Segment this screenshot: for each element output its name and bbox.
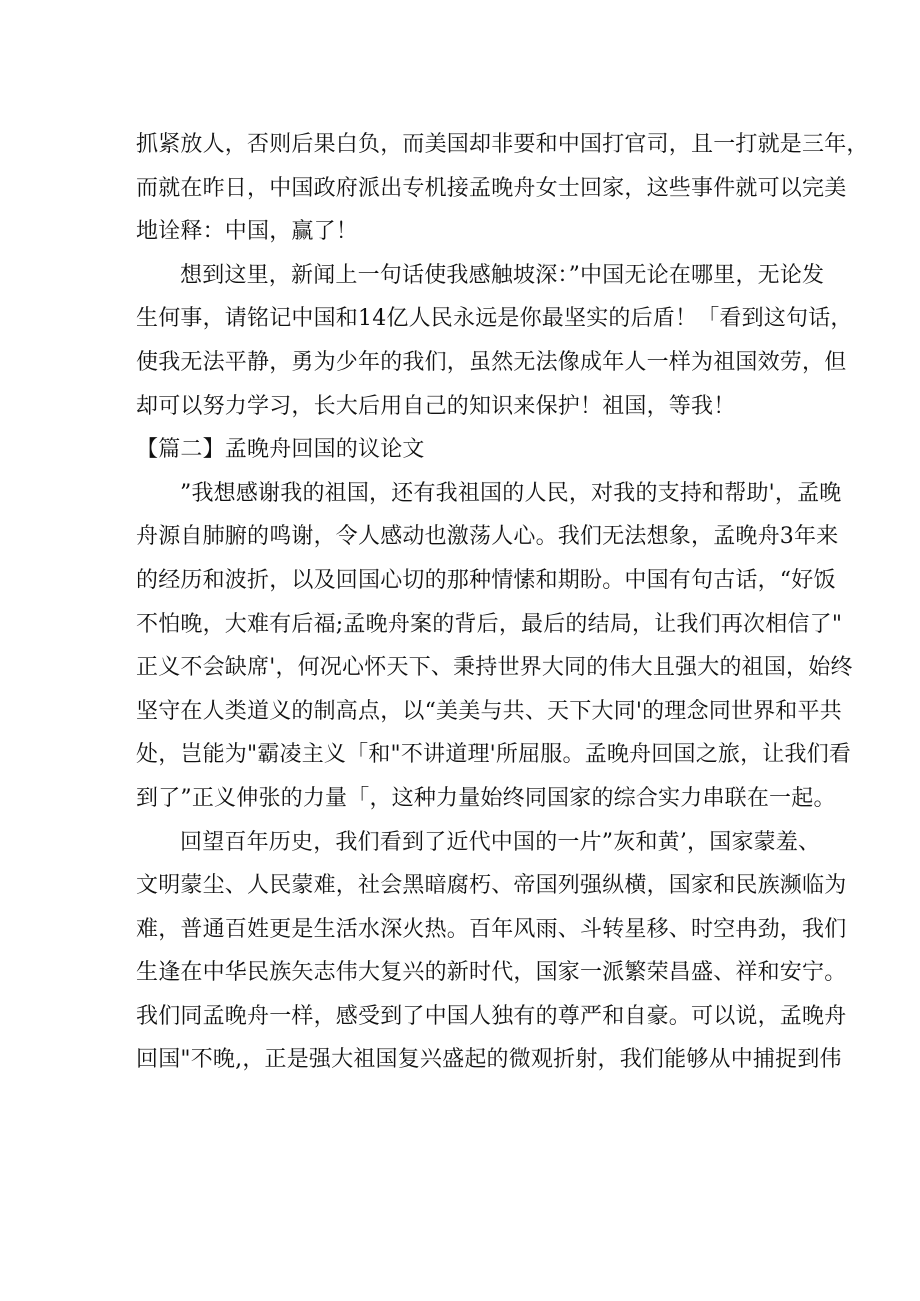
paragraph-4 xyxy=(136,821,847,1083)
section-heading xyxy=(136,428,800,472)
text-line: 我们同孟晚舟一样，感受到了中国人独有的尊严和自豪。可以说，孟晚舟 xyxy=(136,1003,847,1029)
text-line: 而就在昨日，中国政府派出专机接孟晚舟女士回家，这些事件就可以完美 xyxy=(136,175,847,201)
text-line: ”我想感谢我的祖国，还有我祖国的人民，对我的支持和帮助'，孟晚 xyxy=(180,480,842,506)
paragraph-2 xyxy=(136,254,853,428)
paragraph-3 xyxy=(136,472,853,821)
text-line: 不怕晚，大难有后福;孟晚舟案的背后，最后的结局，让我们再次相信了" xyxy=(136,611,843,637)
text-line: 文明蒙尘、人民蒙难，社会黑暗腐朽、帝国列强纵横，国家和民族濒临为 xyxy=(136,873,847,899)
text-line: 处，岂能为"霸凌主义「和"不讲道理'所屈服。孟晚舟回国之旅，让我们看 xyxy=(136,742,852,768)
text-line: 回望百年历史，我们看到了近代中国的一片”灰和黄’，国家蒙羞、 xyxy=(180,829,821,855)
text-line: 的经历和波折，以及回国心切的那种情愫和期盼。中国有句古话，“好饭 xyxy=(136,567,836,593)
text-line: 正义不会缺席'，何况心怀天下、秉持世界大同的伟大且强大的祖国，始终 xyxy=(136,655,853,681)
section-heading-text: 【篇二】孟晚舟回国的议论文 xyxy=(136,437,425,463)
text-line: 回国"不晚,，正是强大祖国复兴盛起的微观折射，我们能够从中捕捉到伟 xyxy=(136,1047,842,1073)
text-line: 想到这里，新闻上一句话使我感触坡深：”中国无论在哪里，无论发 xyxy=(180,262,825,288)
paragraph-1 xyxy=(136,123,869,254)
text-line: 使我无法平静，勇为少年的我们，虽然无法像成年人一样为祖国效劳，但 xyxy=(136,349,847,375)
text-line: 地诠释：中国，赢了！ xyxy=(136,219,359,245)
text-line: 难，普通百姓更是生活水深火热。百年风雨、斗转星移、时空冉劲，我们 xyxy=(136,916,847,942)
text-line: 到了”正义伸张的力量「，这种力量始终同国家的综合实力串联在一起。 xyxy=(136,785,836,811)
text-line: 坚守在人类道义的制高点，以“美美与共、天下大同'的理念同世界和平共 xyxy=(136,698,842,724)
text-line: 生逢在中华民族矢志伟大复兴的新时代，国家一派繁荣昌盛、祥和安宁。 xyxy=(136,960,847,986)
text-line: 生何事，请铭记中国和14亿人民永远是你最坚实的后盾！「看到这句话， xyxy=(136,306,853,332)
text-line: 抓紧放人，否则后果白负，而美国却非要和中国打官司，且一打就是三年， xyxy=(136,132,869,157)
text-line: 却可以努力学习，长大后用自己的知识来保护！祖国，等我！ xyxy=(136,393,736,419)
text-line: 舟源自肺腑的鸣谢，令人感动也激荡人心。我们无法想象，孟晚舟3年来 xyxy=(136,524,839,550)
document-body xyxy=(136,123,869,1082)
